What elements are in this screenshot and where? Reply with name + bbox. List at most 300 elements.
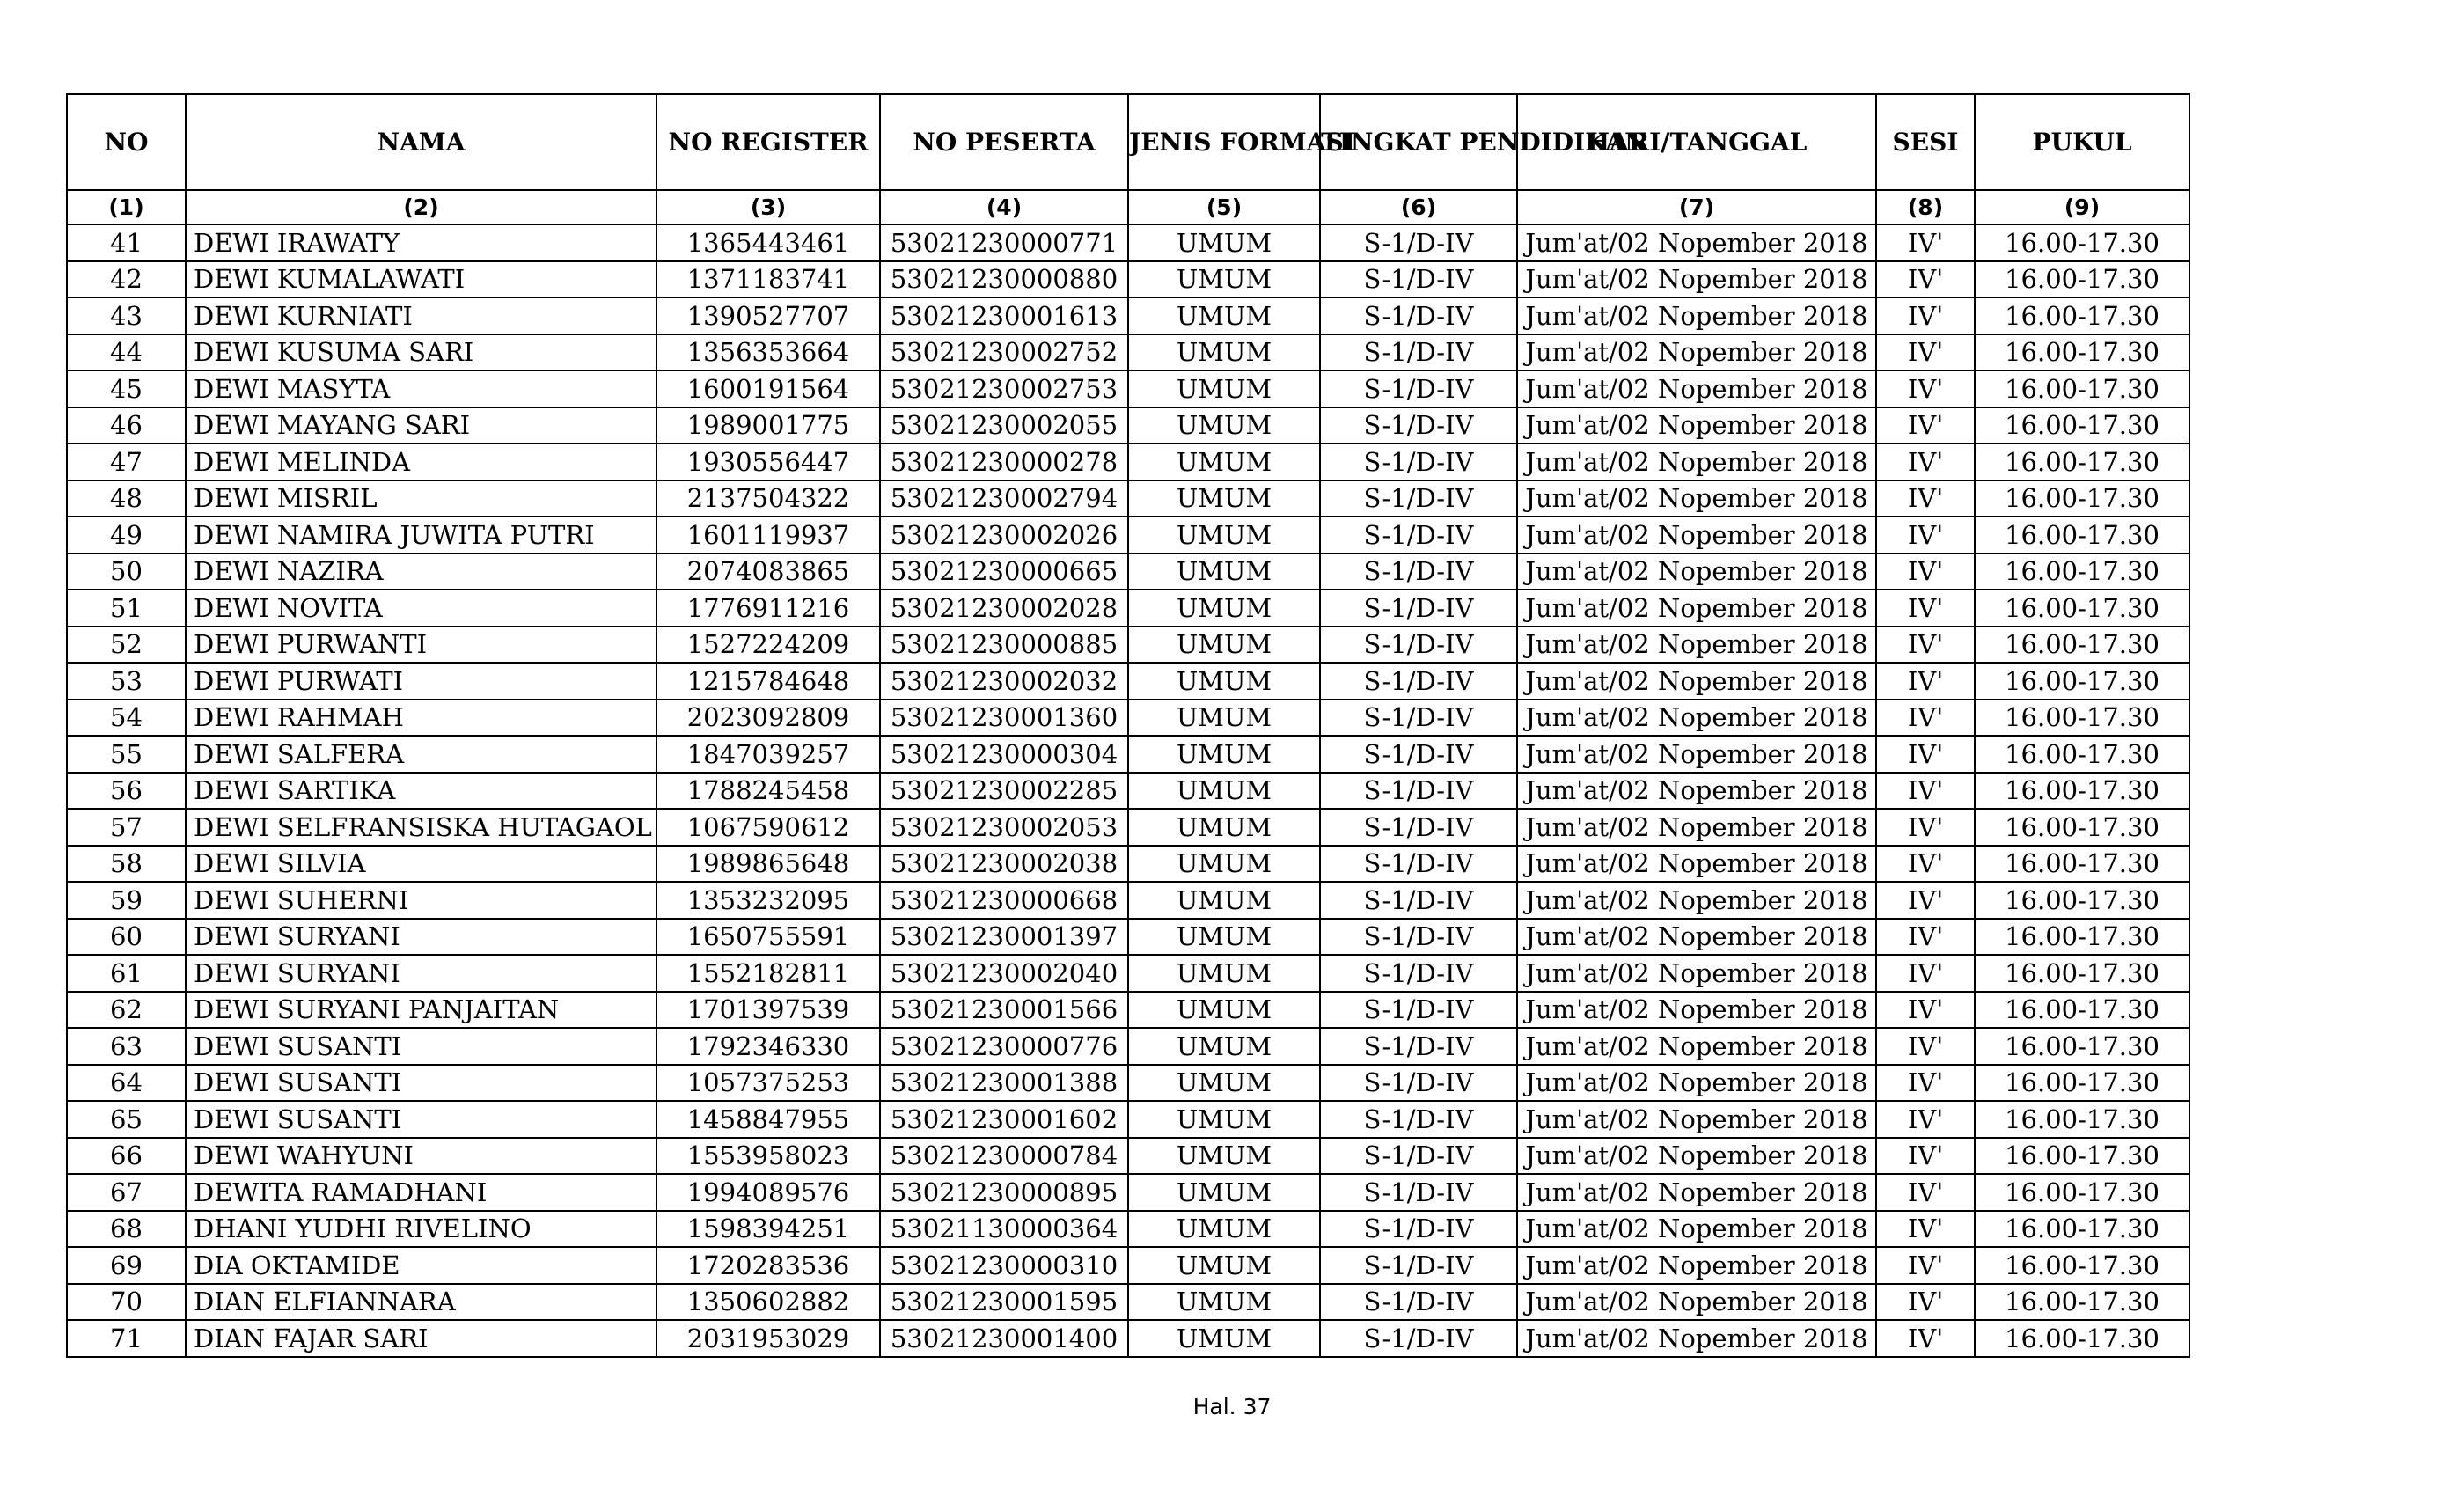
cell-pukul: 16.00-17.30: [1975, 554, 2189, 590]
cell-hari-tanggal: Jum'at/02 Nopember 2018: [1517, 1174, 1876, 1211]
cell-nama: DEWI KUSUMA SARI: [186, 334, 656, 371]
cell-hari-tanggal: Jum'at/02 Nopember 2018: [1517, 882, 1876, 919]
cell-no-peserta: 53021230002038: [880, 846, 1128, 883]
cell-jenis-formasi: UMUM: [1128, 261, 1320, 298]
cell-sesi: IV': [1876, 517, 1975, 554]
cell-no-peserta: 53021230001613: [880, 297, 1128, 334]
cell-no: 69: [67, 1247, 186, 1284]
cell-sesi: IV': [1876, 370, 1975, 407]
cell-no: 60: [67, 919, 186, 956]
cell-no-peserta: 53021230001360: [880, 700, 1128, 737]
cell-hari-tanggal: Jum'at/02 Nopember 2018: [1517, 407, 1876, 444]
page-number: Hal. 37: [1192, 1394, 1272, 1419]
cell-tingkat-pendidikan: S-1/D-IV: [1320, 1247, 1517, 1284]
cell-nama: DEWI MISRIL: [186, 480, 656, 517]
table-row: [67, 627, 2189, 664]
cell-no-register: 1776911216: [656, 590, 880, 627]
cell-no-peserta: 53021230002752: [880, 334, 1128, 371]
cell-no-register: 1215784648: [656, 663, 880, 700]
cell-sesi: IV': [1876, 773, 1975, 810]
cell-no: 54: [67, 700, 186, 737]
cell-no-register: 1390527707: [656, 297, 880, 334]
cell-no-peserta: 53021230000895: [880, 1174, 1128, 1211]
cell-jenis-formasi: UMUM: [1128, 334, 1320, 371]
cell-tingkat-pendidikan: S-1/D-IV: [1320, 809, 1517, 846]
cell-nama: DEWI SURYANI PANJAITAN: [186, 992, 656, 1029]
cell-no-peserta: 53021230002053: [880, 809, 1128, 846]
cell-sesi: IV': [1876, 554, 1975, 590]
cell-no-peserta: 53021230001388: [880, 1065, 1128, 1102]
cell-pukul: 16.00-17.30: [1975, 955, 2189, 992]
cell-nama: DIAN FAJAR SARI: [186, 1320, 656, 1357]
cell-pukul: 16.00-17.30: [1975, 1065, 2189, 1102]
cell-nama: DEWI SALFERA: [186, 736, 656, 773]
table-row: [67, 773, 2189, 810]
table-row: [67, 334, 2189, 371]
table-row: [67, 1247, 2189, 1284]
cell-no-peserta: 53021230001400: [880, 1320, 1128, 1357]
cell-pukul: 16.00-17.30: [1975, 1174, 2189, 1211]
header-nama: NAMA: [186, 94, 656, 190]
cell-no: 59: [67, 882, 186, 919]
cell-jenis-formasi: UMUM: [1128, 809, 1320, 846]
cell-no-peserta: 53021230002040: [880, 955, 1128, 992]
cell-no-register: 1552182811: [656, 955, 880, 992]
cell-no-peserta: 53021230002285: [880, 773, 1128, 810]
cell-nama: DEWI SUHERNI: [186, 882, 656, 919]
table-row: [67, 1101, 2189, 1138]
cell-pukul: 16.00-17.30: [1975, 1320, 2189, 1357]
cell-jenis-formasi: UMUM: [1128, 1138, 1320, 1175]
table-row: [67, 297, 2189, 334]
cell-jenis-formasi: UMUM: [1128, 370, 1320, 407]
table-row: [67, 882, 2189, 919]
cell-pukul: 16.00-17.30: [1975, 846, 2189, 883]
cell-no: 62: [67, 992, 186, 1029]
cell-no-peserta: 53021230000310: [880, 1247, 1128, 1284]
cell-tingkat-pendidikan: S-1/D-IV: [1320, 370, 1517, 407]
cell-no: 56: [67, 773, 186, 810]
cell-no-peserta: 53021230000784: [880, 1138, 1128, 1175]
cell-hari-tanggal: Jum'at/02 Nopember 2018: [1517, 809, 1876, 846]
cell-tingkat-pendidikan: S-1/D-IV: [1320, 663, 1517, 700]
table-row: [67, 992, 2189, 1029]
column-number: (3): [656, 190, 880, 224]
cell-pukul: 16.00-17.30: [1975, 370, 2189, 407]
cell-no: 57: [67, 809, 186, 846]
cell-pukul: 16.00-17.30: [1975, 773, 2189, 810]
cell-nama: DEWI KURNIATI: [186, 297, 656, 334]
cell-tingkat-pendidikan: S-1/D-IV: [1320, 736, 1517, 773]
cell-no-peserta: 53021230000885: [880, 627, 1128, 664]
cell-jenis-formasi: UMUM: [1128, 736, 1320, 773]
cell-pukul: 16.00-17.30: [1975, 809, 2189, 846]
cell-no-peserta: 53021230000665: [880, 554, 1128, 590]
cell-no: 41: [67, 224, 186, 261]
cell-sesi: IV': [1876, 1174, 1975, 1211]
cell-jenis-formasi: UMUM: [1128, 407, 1320, 444]
cell-pukul: 16.00-17.30: [1975, 1247, 2189, 1284]
cell-no: 58: [67, 846, 186, 883]
cell-pukul: 16.00-17.30: [1975, 1028, 2189, 1065]
cell-hari-tanggal: Jum'at/02 Nopember 2018: [1517, 297, 1876, 334]
cell-hari-tanggal: Jum'at/02 Nopember 2018: [1517, 370, 1876, 407]
cell-no-register: 1067590612: [656, 809, 880, 846]
cell-pukul: 16.00-17.30: [1975, 919, 2189, 956]
cell-no: 61: [67, 955, 186, 992]
cell-no-register: 1792346330: [656, 1028, 880, 1065]
header-hari-tanggal: HARI/TANGGAL: [1517, 94, 1876, 190]
cell-no: 66: [67, 1138, 186, 1175]
column-number: (7): [1517, 190, 1876, 224]
cell-no-peserta: 53021230001566: [880, 992, 1128, 1029]
cell-hari-tanggal: Jum'at/02 Nopember 2018: [1517, 700, 1876, 737]
table-row: [67, 407, 2189, 444]
table-row: [67, 1284, 2189, 1321]
cell-pukul: 16.00-17.30: [1975, 261, 2189, 298]
cell-sesi: IV': [1876, 992, 1975, 1029]
cell-jenis-formasi: UMUM: [1128, 480, 1320, 517]
table-row: [67, 224, 2189, 261]
cell-no-register: 1356353664: [656, 334, 880, 371]
cell-tingkat-pendidikan: S-1/D-IV: [1320, 955, 1517, 992]
cell-sesi: IV': [1876, 1065, 1975, 1102]
cell-jenis-formasi: UMUM: [1128, 444, 1320, 480]
cell-no-register: 1930556447: [656, 444, 880, 480]
table-row: [67, 480, 2189, 517]
cell-nama: DEWI MELINDA: [186, 444, 656, 480]
table-body: [67, 224, 2189, 1357]
table-row: [67, 1065, 2189, 1102]
cell-jenis-formasi: UMUM: [1128, 992, 1320, 1029]
cell-sesi: IV': [1876, 1101, 1975, 1138]
cell-pukul: 16.00-17.30: [1975, 1284, 2189, 1321]
cell-tingkat-pendidikan: S-1/D-IV: [1320, 773, 1517, 810]
cell-no-peserta: 53021230002032: [880, 663, 1128, 700]
cell-jenis-formasi: UMUM: [1128, 590, 1320, 627]
cell-jenis-formasi: UMUM: [1128, 700, 1320, 737]
header-tingkat-pendidikan: TINGKAT PENDIDIKAN: [1320, 94, 1517, 190]
cell-no: 70: [67, 1284, 186, 1321]
cell-sesi: IV': [1876, 407, 1975, 444]
cell-no-peserta: 53021230001397: [880, 919, 1128, 956]
cell-no: 44: [67, 334, 186, 371]
cell-sesi: IV': [1876, 1138, 1975, 1175]
cell-tingkat-pendidikan: S-1/D-IV: [1320, 992, 1517, 1029]
cell-pukul: 16.00-17.30: [1975, 224, 2189, 261]
cell-tingkat-pendidikan: S-1/D-IV: [1320, 444, 1517, 480]
cell-hari-tanggal: Jum'at/02 Nopember 2018: [1517, 773, 1876, 810]
cell-tingkat-pendidikan: S-1/D-IV: [1320, 700, 1517, 737]
cell-hari-tanggal: Jum'at/02 Nopember 2018: [1517, 1138, 1876, 1175]
cell-no-register: 1527224209: [656, 627, 880, 664]
cell-no: 43: [67, 297, 186, 334]
table-row: [67, 1138, 2189, 1175]
cell-no-peserta: 53021130000364: [880, 1211, 1128, 1248]
cell-jenis-formasi: UMUM: [1128, 919, 1320, 956]
cell-nama: DEWI MASYTA: [186, 370, 656, 407]
cell-hari-tanggal: Jum'at/02 Nopember 2018: [1517, 1247, 1876, 1284]
table-row: [67, 1320, 2189, 1357]
cell-pukul: 16.00-17.30: [1975, 1211, 2189, 1248]
cell-pukul: 16.00-17.30: [1975, 297, 2189, 334]
cell-sesi: IV': [1876, 444, 1975, 480]
cell-no-register: 1720283536: [656, 1247, 880, 1284]
cell-sesi: IV': [1876, 590, 1975, 627]
cell-no-register: 1371183741: [656, 261, 880, 298]
cell-tingkat-pendidikan: S-1/D-IV: [1320, 1320, 1517, 1357]
cell-no: 55: [67, 736, 186, 773]
cell-jenis-formasi: UMUM: [1128, 1101, 1320, 1138]
cell-jenis-formasi: UMUM: [1128, 1174, 1320, 1211]
cell-sesi: IV': [1876, 627, 1975, 664]
cell-tingkat-pendidikan: S-1/D-IV: [1320, 517, 1517, 554]
cell-hari-tanggal: Jum'at/02 Nopember 2018: [1517, 554, 1876, 590]
cell-sesi: IV': [1876, 334, 1975, 371]
cell-no: 67: [67, 1174, 186, 1211]
participant-table: [66, 93, 2190, 1358]
cell-no-register: 1650755591: [656, 919, 880, 956]
table-row: [67, 554, 2189, 590]
cell-nama: DEWI RAHMAH: [186, 700, 656, 737]
cell-nama: DHANI YUDHI RIVELINO: [186, 1211, 656, 1248]
cell-hari-tanggal: Jum'at/02 Nopember 2018: [1517, 663, 1876, 700]
cell-nama: DEWI SUSANTI: [186, 1028, 656, 1065]
cell-tingkat-pendidikan: S-1/D-IV: [1320, 1211, 1517, 1248]
cell-tingkat-pendidikan: S-1/D-IV: [1320, 846, 1517, 883]
cell-pukul: 16.00-17.30: [1975, 444, 2189, 480]
cell-sesi: IV': [1876, 1028, 1975, 1065]
cell-no-peserta: 53021230002055: [880, 407, 1128, 444]
column-number: (4): [880, 190, 1128, 224]
cell-no-register: 2074083865: [656, 554, 880, 590]
column-number: (9): [1975, 190, 2189, 224]
cell-no-peserta: 53021230000771: [880, 224, 1128, 261]
cell-no-peserta: 53021230002026: [880, 517, 1128, 554]
header-jenis-formasi: JENIS FORMASI: [1128, 94, 1320, 190]
cell-pukul: 16.00-17.30: [1975, 517, 2189, 554]
cell-no: 65: [67, 1101, 186, 1138]
cell-no-register: 1847039257: [656, 736, 880, 773]
cell-hari-tanggal: Jum'at/02 Nopember 2018: [1517, 736, 1876, 773]
header-no: NO: [67, 94, 186, 190]
table-row: [67, 809, 2189, 846]
cell-sesi: IV': [1876, 1284, 1975, 1321]
header-sesi: SESI: [1876, 94, 1975, 190]
cell-sesi: IV': [1876, 955, 1975, 992]
cell-tingkat-pendidikan: S-1/D-IV: [1320, 1065, 1517, 1102]
cell-no-peserta: 53021230000304: [880, 736, 1128, 773]
cell-pukul: 16.00-17.30: [1975, 663, 2189, 700]
cell-nama: DEWI KUMALAWATI: [186, 261, 656, 298]
column-number: (8): [1876, 190, 1975, 224]
table-row: [67, 444, 2189, 480]
cell-no: 52: [67, 627, 186, 664]
cell-tingkat-pendidikan: S-1/D-IV: [1320, 590, 1517, 627]
cell-pukul: 16.00-17.30: [1975, 334, 2189, 371]
cell-nama: DEWI PURWATI: [186, 663, 656, 700]
cell-hari-tanggal: Jum'at/02 Nopember 2018: [1517, 1211, 1876, 1248]
cell-jenis-formasi: UMUM: [1128, 663, 1320, 700]
cell-hari-tanggal: Jum'at/02 Nopember 2018: [1517, 224, 1876, 261]
header-no-peserta: NO PESERTA: [880, 94, 1128, 190]
cell-tingkat-pendidikan: S-1/D-IV: [1320, 297, 1517, 334]
cell-sesi: IV': [1876, 480, 1975, 517]
cell-tingkat-pendidikan: S-1/D-IV: [1320, 1138, 1517, 1175]
cell-nama: DEWI MAYANG SARI: [186, 407, 656, 444]
cell-no: 68: [67, 1211, 186, 1248]
cell-pukul: 16.00-17.30: [1975, 700, 2189, 737]
cell-hari-tanggal: Jum'at/02 Nopember 2018: [1517, 334, 1876, 371]
cell-no: 63: [67, 1028, 186, 1065]
cell-jenis-formasi: UMUM: [1128, 554, 1320, 590]
cell-sesi: IV': [1876, 224, 1975, 261]
cell-no: 53: [67, 663, 186, 700]
cell-nama: DEWI SILVIA: [186, 846, 656, 883]
cell-pukul: 16.00-17.30: [1975, 992, 2189, 1029]
header-pukul: PUKUL: [1975, 94, 2189, 190]
cell-sesi: IV': [1876, 1247, 1975, 1284]
table-row: [67, 590, 2189, 627]
cell-sesi: IV': [1876, 809, 1975, 846]
cell-no-register: 1601119937: [656, 517, 880, 554]
cell-jenis-formasi: UMUM: [1128, 1028, 1320, 1065]
cell-sesi: IV': [1876, 1320, 1975, 1357]
cell-nama: DEWI SELFRANSISKA HUTAGAOL: [186, 809, 656, 846]
cell-no-peserta: 53021230002028: [880, 590, 1128, 627]
cell-no-peserta: 53021230001595: [880, 1284, 1128, 1321]
table-row: [67, 1211, 2189, 1248]
cell-no-register: 1989001775: [656, 407, 880, 444]
cell-no-register: 1353232095: [656, 882, 880, 919]
cell-hari-tanggal: Jum'at/02 Nopember 2018: [1517, 919, 1876, 956]
cell-sesi: IV': [1876, 1211, 1975, 1248]
column-number-row: [67, 190, 2189, 224]
cell-no-peserta: 53021230000880: [880, 261, 1128, 298]
cell-jenis-formasi: UMUM: [1128, 627, 1320, 664]
cell-no-register: 1057375253: [656, 1065, 880, 1102]
cell-no: 45: [67, 370, 186, 407]
cell-nama: DEWI SUSANTI: [186, 1101, 656, 1138]
cell-sesi: IV': [1876, 882, 1975, 919]
cell-jenis-formasi: UMUM: [1128, 882, 1320, 919]
cell-nama: DEWI SURYANI: [186, 955, 656, 992]
cell-sesi: IV': [1876, 736, 1975, 773]
cell-sesi: IV': [1876, 663, 1975, 700]
cell-jenis-formasi: UMUM: [1128, 224, 1320, 261]
cell-nama: DEWI WAHYUNI: [186, 1138, 656, 1175]
cell-jenis-formasi: UMUM: [1128, 1211, 1320, 1248]
cell-sesi: IV': [1876, 297, 1975, 334]
table-row: [67, 663, 2189, 700]
table-row: [67, 919, 2189, 956]
cell-no-peserta: 53021230001602: [880, 1101, 1128, 1138]
cell-jenis-formasi: UMUM: [1128, 773, 1320, 810]
cell-no-register: 2031953029: [656, 1320, 880, 1357]
cell-no: 46: [67, 407, 186, 444]
column-number: (1): [67, 190, 186, 224]
cell-jenis-formasi: UMUM: [1128, 297, 1320, 334]
cell-hari-tanggal: Jum'at/02 Nopember 2018: [1517, 444, 1876, 480]
table-row: [67, 700, 2189, 737]
cell-no: 42: [67, 261, 186, 298]
cell-no-peserta: 53021230000776: [880, 1028, 1128, 1065]
cell-tingkat-pendidikan: S-1/D-IV: [1320, 882, 1517, 919]
header-no-register: NO REGISTER: [656, 94, 880, 190]
table-row: [67, 261, 2189, 298]
cell-no-register: 2023092809: [656, 700, 880, 737]
cell-tingkat-pendidikan: S-1/D-IV: [1320, 919, 1517, 956]
column-number: (5): [1128, 190, 1320, 224]
cell-tingkat-pendidikan: S-1/D-IV: [1320, 1101, 1517, 1138]
cell-hari-tanggal: Jum'at/02 Nopember 2018: [1517, 1028, 1876, 1065]
cell-no-register: 1994089576: [656, 1174, 880, 1211]
cell-nama: DEWI SUSANTI: [186, 1065, 656, 1102]
cell-no: 47: [67, 444, 186, 480]
cell-no-register: 1788245458: [656, 773, 880, 810]
header-row: [67, 94, 2189, 190]
cell-no: 50: [67, 554, 186, 590]
cell-nama: DIAN ELFIANNARA: [186, 1284, 656, 1321]
cell-jenis-formasi: UMUM: [1128, 517, 1320, 554]
cell-no-register: 1598394251: [656, 1211, 880, 1248]
cell-pukul: 16.00-17.30: [1975, 1101, 2189, 1138]
cell-nama: DEWI IRAWATY: [186, 224, 656, 261]
cell-no: 64: [67, 1065, 186, 1102]
cell-hari-tanggal: Jum'at/02 Nopember 2018: [1517, 590, 1876, 627]
cell-pukul: 16.00-17.30: [1975, 480, 2189, 517]
cell-no-peserta: 53021230000668: [880, 882, 1128, 919]
cell-hari-tanggal: Jum'at/02 Nopember 2018: [1517, 992, 1876, 1029]
cell-tingkat-pendidikan: S-1/D-IV: [1320, 407, 1517, 444]
cell-no: 48: [67, 480, 186, 517]
cell-sesi: IV': [1876, 700, 1975, 737]
cell-jenis-formasi: UMUM: [1128, 1247, 1320, 1284]
cell-no-register: 1458847955: [656, 1101, 880, 1138]
table-row: [67, 1174, 2189, 1211]
cell-sesi: IV': [1876, 846, 1975, 883]
table-row: [67, 736, 2189, 773]
cell-no-peserta: 53021230000278: [880, 444, 1128, 480]
cell-hari-tanggal: Jum'at/02 Nopember 2018: [1517, 1101, 1876, 1138]
table-row: [67, 370, 2189, 407]
cell-hari-tanggal: Jum'at/02 Nopember 2018: [1517, 517, 1876, 554]
cell-nama: DEWI NAMIRA JUWITA PUTRI: [186, 517, 656, 554]
cell-hari-tanggal: Jum'at/02 Nopember 2018: [1517, 955, 1876, 992]
cell-nama: DIA OKTAMIDE: [186, 1247, 656, 1284]
cell-hari-tanggal: Jum'at/02 Nopember 2018: [1517, 846, 1876, 883]
cell-hari-tanggal: Jum'at/02 Nopember 2018: [1517, 1065, 1876, 1102]
cell-nama: DEWI NAZIRA: [186, 554, 656, 590]
cell-pukul: 16.00-17.30: [1975, 736, 2189, 773]
cell-jenis-formasi: UMUM: [1128, 1284, 1320, 1321]
cell-tingkat-pendidikan: S-1/D-IV: [1320, 334, 1517, 371]
cell-tingkat-pendidikan: S-1/D-IV: [1320, 554, 1517, 590]
column-number: (2): [186, 190, 656, 224]
cell-no-register: 1600191564: [656, 370, 880, 407]
cell-tingkat-pendidikan: S-1/D-IV: [1320, 1028, 1517, 1065]
cell-tingkat-pendidikan: S-1/D-IV: [1320, 480, 1517, 517]
cell-nama: DEWITA RAMADHANI: [186, 1174, 656, 1211]
cell-hari-tanggal: Jum'at/02 Nopember 2018: [1517, 627, 1876, 664]
cell-no-register: 1365443461: [656, 224, 880, 261]
cell-jenis-formasi: UMUM: [1128, 846, 1320, 883]
cell-nama: DEWI SARTIKA: [186, 773, 656, 810]
table-row: [67, 517, 2189, 554]
cell-pukul: 16.00-17.30: [1975, 1138, 2189, 1175]
cell-nama: DEWI PURWANTI: [186, 627, 656, 664]
cell-hari-tanggal: Jum'at/02 Nopember 2018: [1517, 1320, 1876, 1357]
